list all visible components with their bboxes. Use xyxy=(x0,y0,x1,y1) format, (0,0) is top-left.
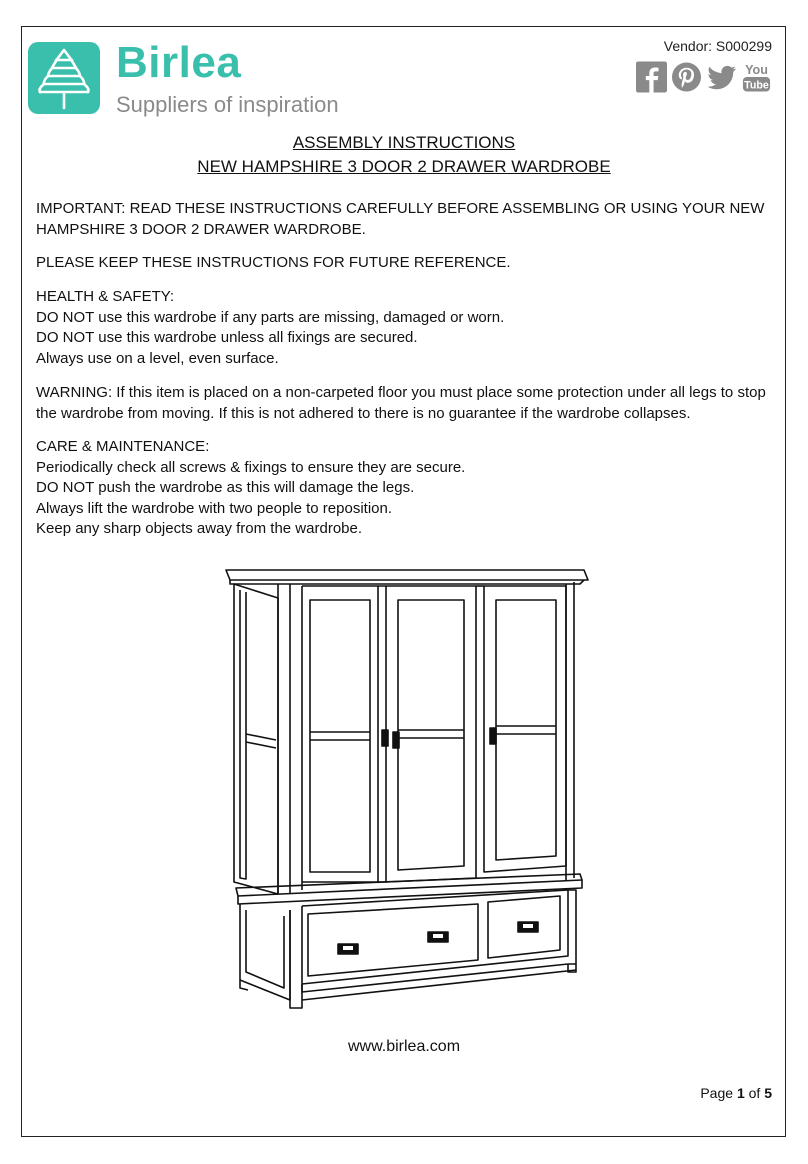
care-line: Keep any sharp objects away from the wardrobe. xyxy=(36,520,363,537)
brand-name: Birlea xyxy=(116,38,242,87)
health-line: DO NOT use this wardrobe unless all fixings are secured. xyxy=(36,329,418,346)
health-line: DO NOT use this wardrobe if any parts are missing, damaged or worn. xyxy=(36,308,505,326)
youtube-top-text: You xyxy=(745,63,768,78)
page-total: 5 xyxy=(764,1085,772,1101)
page-prefix: Page xyxy=(700,1085,737,1101)
care-section xyxy=(36,437,776,540)
page-of: of xyxy=(744,1085,765,1101)
warning-notice: WARNING: If this item is placed on a non-carpeted floor you must place some protection under all legs to stop the wardrobe from moving. If this is not adhered to there is no guarantee if the wardrobe collapses. xyxy=(36,384,766,422)
important-notice: IMPORTANT: READ THESE INSTRUCTIONS CAREFULLY BEFORE ASSEMBLING OR USING YOUR NEW HAMPSHIRE 3 DOOR 2 DRAWER WARDROBE. xyxy=(36,200,765,238)
doc-title: ASSEMBLY INSTRUCTIONS xyxy=(292,133,516,152)
facebook-icon[interactable] xyxy=(636,60,667,94)
product-title: NEW HAMPSHIRE 3 DOOR 2 DRAWER WARDROBE xyxy=(197,157,611,176)
youtube-bottom-text: Tube xyxy=(744,79,769,92)
health-safety-section xyxy=(36,287,776,369)
care-line: DO NOT push the wardrobe as this will damage the legs. xyxy=(36,479,415,496)
vendor-code: Vendor: S000299 xyxy=(663,38,772,54)
social-icons xyxy=(636,60,772,94)
birlea-logo xyxy=(28,40,368,120)
pinterest-icon[interactable] xyxy=(671,60,702,94)
website-url[interactable]: www.birlea.com xyxy=(347,1038,461,1055)
care-line: Periodically check all screws & fixings to ensure they are secure. xyxy=(36,458,466,476)
health-line: Always use on a level, even surface. xyxy=(36,349,279,367)
tree-logo-icon xyxy=(28,42,100,114)
care-line: Always lift the wardrobe with two people to reposition. xyxy=(36,499,393,517)
care-heading: CARE & MAINTENANCE: xyxy=(36,438,210,455)
page-number xyxy=(700,1085,772,1101)
keep-notice: PLEASE KEEP THESE INSTRUCTIONS FOR FUTURE REFERENCE. xyxy=(36,254,511,271)
page-current: 1 xyxy=(736,1085,745,1101)
brand-tagline: Suppliers of inspiration xyxy=(116,92,339,117)
youtube-icon[interactable] xyxy=(741,60,772,94)
health-heading: HEALTH & SAFETY: xyxy=(36,288,175,305)
wardrobe-illustration xyxy=(218,560,598,1020)
twitter-icon[interactable] xyxy=(706,60,737,94)
